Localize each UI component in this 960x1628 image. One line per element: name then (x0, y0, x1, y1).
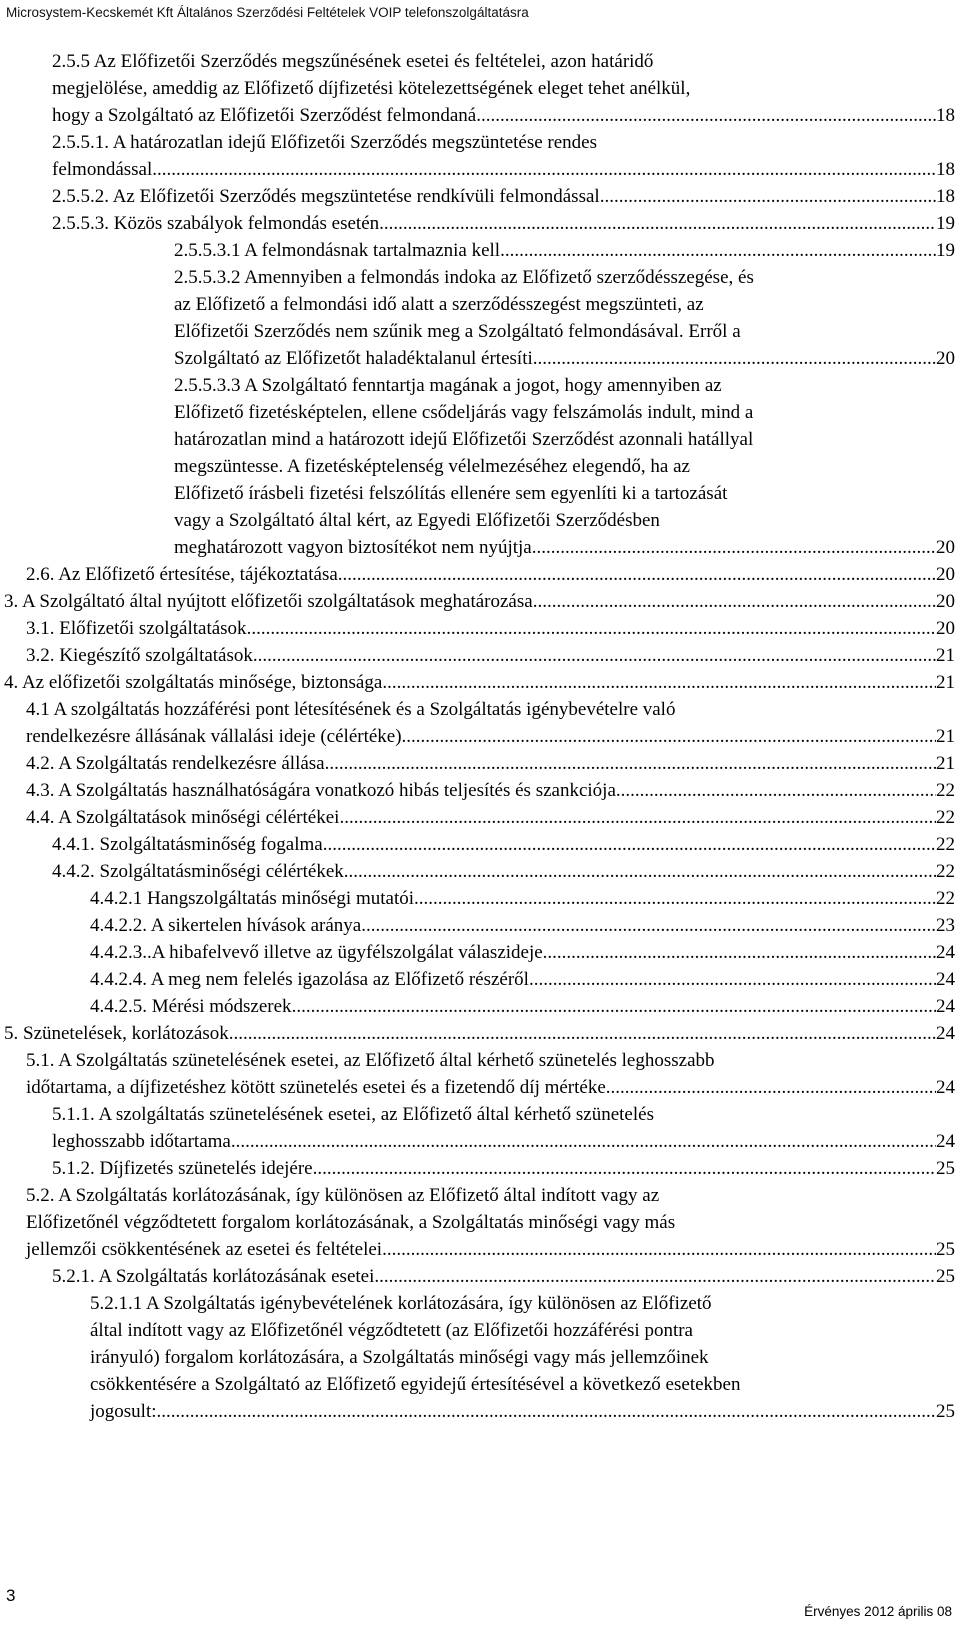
toc-entry[interactable] (0, 1182, 955, 1263)
toc-entry[interactable] (0, 966, 955, 993)
toc-entry-text: 5.2.1.1 A Szolgáltatás igénybevételének korlátozására, így különösen az Előfizető (90, 1293, 712, 1314)
toc-entry-text: határozatlan mind a határozott idejű Előfizetői Szerződést azonnali hatállyal (174, 429, 754, 450)
dot-leader (616, 777, 936, 804)
toc-entry[interactable] (0, 831, 955, 858)
toc-page-number: 25 (936, 1266, 955, 1287)
dot-leader (379, 210, 936, 237)
toc-entry-text: 4.4.2.3..A hibafelvevő illetve az ügyfélszolgálat válaszideje (90, 942, 543, 963)
toc-page-number: 22 (936, 807, 955, 828)
toc-page-number: 21 (936, 672, 955, 693)
toc-entry[interactable] (0, 588, 955, 615)
toc-entry-text: leghosszabb időtartama (52, 1131, 231, 1152)
toc-entry[interactable] (0, 1020, 955, 1047)
toc-entry[interactable] (0, 696, 955, 750)
page-number: 3 (6, 1586, 16, 1605)
toc-entry-text: 2.5.5.3.1 A felmondásnak tartalmaznia kell (174, 240, 501, 261)
dot-leader (382, 1236, 936, 1263)
dot-leader (414, 885, 936, 912)
toc-page-number: 24 (936, 1131, 955, 1152)
dot-leader (500, 237, 936, 264)
toc-page-number: 20 (936, 564, 955, 585)
toc-entry[interactable] (0, 264, 955, 372)
dot-leader (533, 588, 936, 615)
dot-leader (533, 345, 936, 372)
dot-leader (247, 615, 936, 642)
validity-date: Érvényes 2012 április 08 (804, 1604, 952, 1619)
toc-entry[interactable] (0, 372, 955, 561)
dot-leader (313, 1155, 936, 1182)
toc-entry-text: 2.5.5 Az Előfizetői Szerződés megszűnésének esetei és feltételei, azon határidő (52, 51, 654, 72)
dot-leader (374, 1263, 936, 1290)
toc-page-number: 24 (936, 942, 955, 963)
toc-entry[interactable] (0, 642, 955, 669)
toc-entry-text: Előfizetői Szerződés nem szűnik meg a Szolgáltató felmondásával. Erről a (174, 321, 741, 342)
toc-entry[interactable] (0, 210, 955, 237)
toc-entry[interactable] (0, 1155, 955, 1182)
toc-entry-text: rendelkezésre állásának vállalási ideje (célértéke) (26, 726, 402, 747)
toc-entry-text: Előfizető írásbeli fizetési felszólítás ellenére sem egyenlíti ki a tartozását (174, 483, 728, 504)
toc-entry-text: 5.1. A Szolgáltatás szünetelésének esetei, az Előfizető által kérhető szünetelés leghosszabb (26, 1050, 715, 1071)
toc-entry-text: megjelölése, ameddig az Előfizető díjfizetési kötelezettségének eleget tehet anélkül, (52, 78, 691, 99)
toc-page-number: 24 (936, 1077, 955, 1098)
toc-page-number: 24 (936, 1023, 955, 1044)
toc-page-number: 23 (936, 915, 955, 936)
toc-entry-text: vagy a Szolgáltató által kért, az Egyedi Előfizetői Szerződésben (174, 510, 660, 531)
toc-entry-text: 2.5.5.3. Közös szabályok felmondás esetén (52, 213, 380, 234)
dot-leader (606, 1074, 936, 1101)
toc-entry[interactable] (0, 183, 955, 210)
toc-entry-text: 4.4.2.1 Hangszolgáltatás minőségi mutatói (90, 888, 415, 909)
dot-leader (231, 1128, 936, 1155)
document-header: Microsystem-Kecskemét Kft Általános Szerződési Feltételek VOIP telefonszolgáltatásra (6, 5, 529, 20)
toc-entry[interactable] (0, 561, 955, 588)
toc-entry[interactable] (0, 1290, 955, 1425)
toc-entry-text: irányuló) forgalom korlátozására, a Szolgáltatás minőségi vagy más jellemzőinek (90, 1347, 709, 1368)
toc-entry-text: 4.4.2.4. A meg nem felelés igazolása az Előfizető részéről (90, 969, 529, 990)
toc-entry-text: 4.4. A Szolgáltatások minőségi célértékei (26, 807, 340, 828)
toc-entry-text: hogy a Szolgáltató az Előfizetői Szerződést felmondaná (52, 105, 477, 126)
toc-entry-text: Előfizetőnél végződtetett forgalom korlátozásának, a Szolgáltatás minőségi vagy más (26, 1212, 676, 1233)
toc-entry-text: 4.3. A Szolgáltatás használhatóságára vonatkozó hibás teljesítés és szankciója (26, 780, 616, 801)
toc-entry-text: megszüntesse. A fizetésképtelenség vélelmezéséhez elegendő, ha az (174, 456, 690, 477)
dot-leader (476, 102, 936, 129)
toc-entry-text: 2.5.5.2. Az Előfizetői Szerződés megszüntetése rendkívüli felmondással (52, 186, 600, 207)
toc-entry[interactable] (0, 939, 955, 966)
toc-entry-text: jogosult: (90, 1401, 157, 1422)
toc-entry[interactable] (0, 1101, 955, 1155)
toc-entry[interactable] (0, 669, 955, 696)
dot-leader (292, 993, 936, 1020)
dot-leader (229, 1020, 936, 1047)
toc-page-number: 19 (936, 213, 955, 234)
dot-leader (402, 723, 936, 750)
toc-entry-text: felmondással (52, 159, 153, 180)
toc-page-number: 25 (936, 1401, 955, 1422)
toc-entry-text: 4.4.1. Szolgáltatásminőség fogalma (52, 834, 323, 855)
toc-entry-text: jellemzői csökkentésének az esetei és feltételei (26, 1239, 383, 1260)
toc-entry-text: 2.5.5.3.3 A Szolgáltató fenntartja magának a jogot, hogy amennyiben az (174, 375, 722, 396)
toc-page-number: 24 (936, 996, 955, 1017)
toc-entry-text: 2.5.5.3.2 Amennyiben a felmondás indoka az Előfizető szerződésszegése, és (174, 267, 754, 288)
toc-entry[interactable] (0, 129, 955, 183)
toc-page-number: 21 (936, 726, 955, 747)
toc-entry[interactable] (0, 615, 955, 642)
table-of-contents (0, 48, 955, 1425)
toc-page-number: 22 (936, 834, 955, 855)
toc-page-number: 20 (936, 348, 955, 369)
toc-entry-text: időtartama, a díjfizetéshez kötött szünetelés esetei és a fizetendő díj mértéke (26, 1077, 606, 1098)
toc-page-number: 21 (936, 645, 955, 666)
toc-entry-text: 4.4.2. Szolgáltatásminőségi célértékek (52, 861, 344, 882)
toc-entry[interactable] (0, 858, 955, 885)
toc-page-number: 25 (936, 1158, 955, 1179)
toc-page-number: 18 (936, 186, 955, 207)
toc-entry-text: az Előfizető a felmondási idő alatt a szerződésszegést megszünteti, az (174, 294, 704, 315)
toc-entry-text: 3. A Szolgáltató által nyújtott előfizetői szolgáltatások meghatározása (4, 591, 533, 612)
toc-entry-text: 4.1 A szolgáltatás hozzáférési pont létesítésének és a Szolgáltatás igénybevételre való (26, 699, 676, 720)
toc-entry-text: által indított vagy az Előfizetőnél végződtetett (az Előfizetői hozzáférési pontra (90, 1320, 693, 1341)
toc-page-number: 25 (936, 1239, 955, 1260)
dot-leader (338, 561, 936, 588)
toc-page-number: 22 (936, 861, 955, 882)
toc-entry[interactable] (0, 804, 955, 831)
toc-entry-text: 5.1.2. Díjfizetés szünetelés idejére (52, 1158, 313, 1179)
toc-entry[interactable] (0, 750, 955, 777)
dot-leader (253, 642, 936, 669)
toc-entry[interactable] (0, 1047, 955, 1101)
toc-entry[interactable] (0, 48, 955, 129)
dot-leader (543, 939, 936, 966)
toc-entry-text: 5.2. A Szolgáltatás korlátozásának, így különösen az Előfizető által indított vagy az (26, 1185, 660, 1206)
toc-page-number: 18 (936, 105, 955, 126)
toc-page-number: 20 (936, 591, 955, 612)
toc-entry-text: 5. Szünetelések, korlátozások (4, 1023, 229, 1044)
toc-entry-text: 5.2.1. A Szolgáltatás korlátozásának esetei (52, 1266, 375, 1287)
dot-leader (344, 858, 936, 885)
dot-leader (600, 183, 936, 210)
toc-entry-text: csökkentésére a Szolgáltató az Előfizető egyidejű értesítésével a következő esetekben (90, 1374, 741, 1395)
toc-entry[interactable] (0, 885, 955, 912)
toc-page-number: 24 (936, 969, 955, 990)
toc-entry-text: 4.4.2.2. A sikertelen hívások aránya (90, 915, 362, 936)
dot-leader (152, 156, 936, 183)
dot-leader (323, 831, 936, 858)
toc-page-number: 20 (936, 618, 955, 639)
dot-leader (529, 966, 936, 993)
toc-entry[interactable] (0, 1263, 955, 1290)
toc-entry-text: 4.4.2.5. Mérési módszerek (90, 996, 292, 1017)
toc-entry-text: 3.1. Előfizetői szolgáltatások (26, 618, 247, 639)
toc-entry-text: 2.6. Az Előfizető értesítése, tájékoztatása (26, 564, 338, 585)
toc-entry[interactable] (0, 777, 955, 804)
toc-entry[interactable] (0, 912, 955, 939)
dot-leader (325, 750, 936, 777)
toc-page-number: 20 (936, 537, 955, 558)
dot-leader (339, 804, 936, 831)
dot-leader (361, 912, 936, 939)
toc-page-number: 19 (936, 240, 955, 261)
toc-entry-text: Előfizető fizetésképtelen, ellene csődeljárás vagy felszámolás indult, mind a (174, 402, 754, 423)
toc-entry-text: 5.1.1. A szolgáltatás szünetelésének esetei, az Előfizető által kérhető szünetelés (52, 1104, 654, 1125)
dot-leader (532, 534, 936, 561)
dot-leader (157, 1398, 936, 1425)
toc-entry-text: 4.2. A Szolgáltatás rendelkezésre állása (26, 753, 325, 774)
toc-entry-text: 4. Az előfizetői szolgáltatás minősége, biztonsága (4, 672, 383, 693)
toc-page-number: 18 (936, 159, 955, 180)
toc-page-number: 21 (936, 753, 955, 774)
toc-entry-text: 2.5.5.1. A határozatlan idejű Előfizetői Szerződés megszüntetése rendes (52, 132, 598, 153)
toc-entry[interactable] (0, 237, 955, 264)
toc-entry-text: meghatározott vagyon biztosítékot nem nyújtja (174, 537, 532, 558)
dot-leader (382, 669, 936, 696)
toc-entry[interactable] (0, 993, 955, 1020)
toc-entry-text: 3.2. Kiegészítő szolgáltatások (26, 645, 253, 666)
toc-entry-text: Szolgáltató az Előfizetőt haladéktalanul értesíti (174, 348, 533, 369)
toc-page-number: 22 (936, 888, 955, 909)
toc-page-number: 22 (936, 780, 955, 801)
